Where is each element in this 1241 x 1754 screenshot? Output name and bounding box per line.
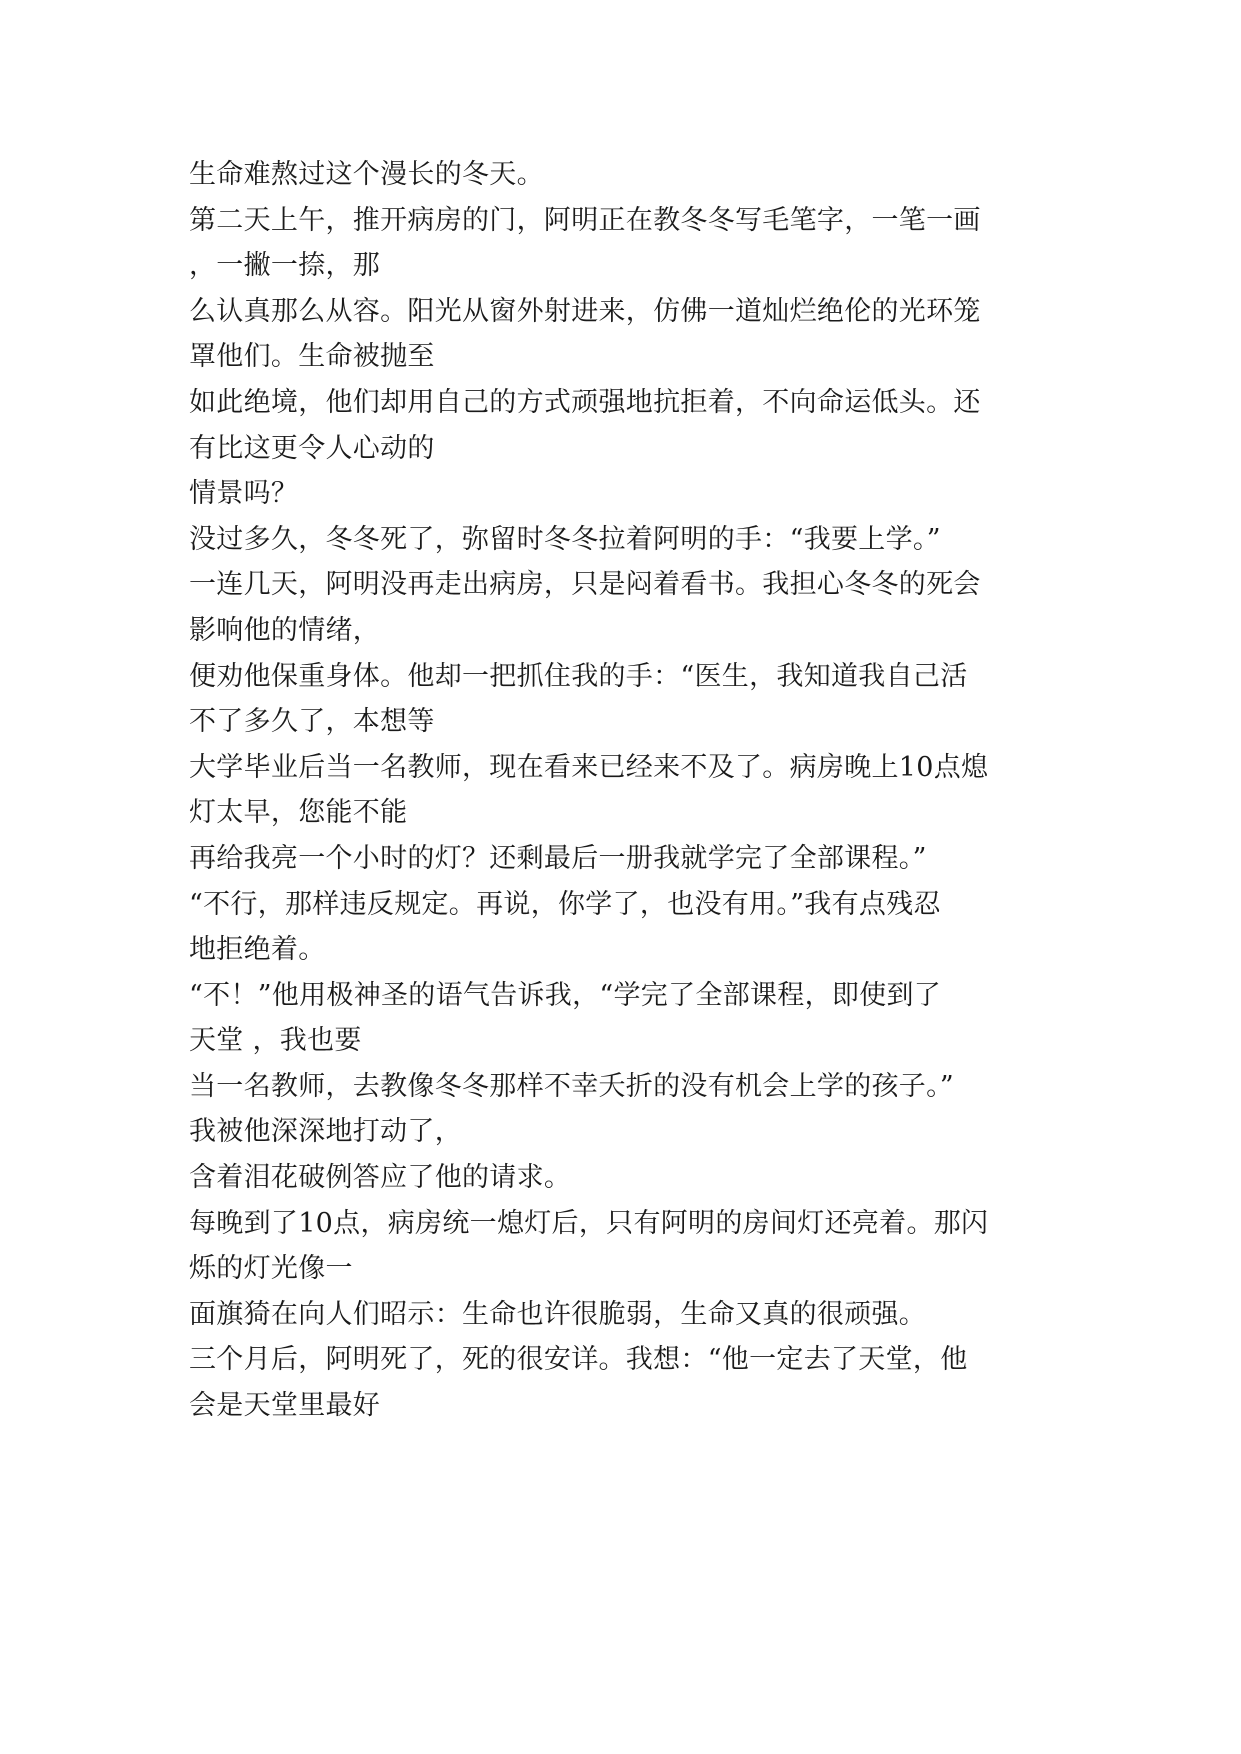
text-line: 便劝他保重身体。他却一把抓住我的手：“医生，我知道我自己活 — [189, 660, 968, 692]
text-line: 天堂 ，我也要 — [189, 1025, 362, 1057]
text-line: 没过多久，冬冬死了，弥留时冬冬拉着阿明的手：“我要上学。” — [189, 523, 941, 555]
text-line: 不了多久了，本想等 — [189, 706, 435, 738]
text-line: 生命难熬过这个漫长的冬天。 — [189, 159, 544, 190]
text-line: “不！”他用极神圣的语气告诉我，“学完了全部课程，即使到了 — [189, 979, 942, 1011]
text-line: 我被他深深地打动了， — [189, 1116, 462, 1148]
text-line: 大学毕业后当一名教师，现在看来已经来不及了。病房晚上10点熄 — [189, 751, 989, 783]
body-text — [189, 152, 1069, 1429]
text-line: 灯太早，您能不能 — [189, 797, 408, 829]
text-line: 一连几天，阿明没再走出病房，只是闷着看书。我担心冬冬的死会 — [189, 569, 981, 601]
text-line: 有比这更令人心动的 — [189, 432, 435, 464]
text-line: 会是天堂里最好 — [189, 1390, 381, 1422]
text-line: 当一名教师，去教像冬冬那样不幸夭折的没有机会上学的孩子。” — [189, 1070, 955, 1102]
text-line: ，一撇一捺，那 — [189, 250, 381, 282]
text-line: 三个月后，阿明死了，死的很安详。我想：“他一定去了天堂，他 — [189, 1344, 968, 1376]
text-line: 地拒绝着。 — [189, 934, 326, 966]
text-line: 罩他们。生命被抛至 — [189, 341, 435, 373]
text-line: 影响他的情绪， — [189, 614, 381, 646]
text-line: 面旗猗在向人们昭示：生命也许很脆弱，生命又真的很顽强。 — [189, 1298, 927, 1330]
text-line: 烁的灯光像一 — [189, 1253, 353, 1285]
text-line: 含着泪花破例答应了他的请求。 — [189, 1162, 572, 1194]
text-line: 如此绝境，他们却用自己的方式顽强地抗拒着，不向命运低头。还 — [189, 386, 981, 418]
text-line: 再给我亮一个小时的灯？还剩最后一册我就学完了全部课程。” — [189, 842, 927, 874]
text-line: “不行，那样违反规定。再说，你学了，也没有用。”我有点残忍 — [189, 888, 941, 920]
text-line: 么认真那么从容。阳光从窗外射进来，仿佛一道灿烂绝伦的光环笼 — [189, 295, 981, 327]
text-line: 情景吗？ — [189, 478, 299, 510]
text-line: 第二天上午，推开病房的门，阿明正在教冬冬写毛笔字，一笔一画 — [189, 204, 981, 236]
text-line: 每晚到了10点，病房统一熄灯后，只有阿明的房间灯还亮着。那闪 — [189, 1207, 989, 1239]
